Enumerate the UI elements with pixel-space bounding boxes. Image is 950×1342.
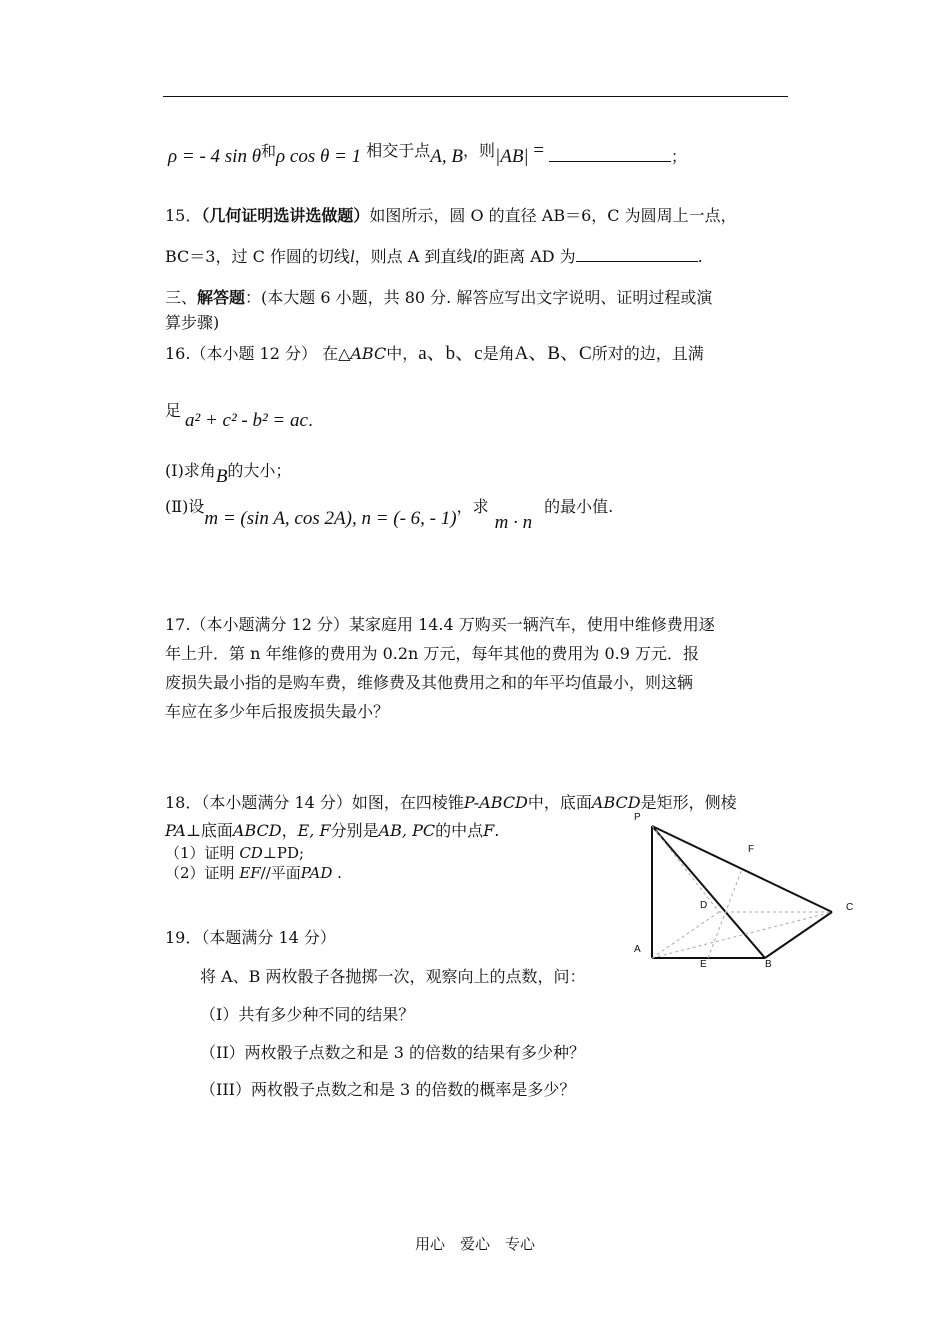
q17-line4: 车应在多少年后报废损失最小？ <box>165 702 390 721</box>
q16-vectors: m = (sin A, cos 2A), n = (- 6, - 1) <box>204 508 457 529</box>
q18-part1: （1）证明 CD⊥PD; <box>165 844 305 862</box>
label-C: C <box>846 902 854 913</box>
q15-line2: BC＝3，过 C 作圆的切线l，则点 A 到直线l的距离 AD 为 . <box>165 247 703 266</box>
q17-line3: 废损失最小指的是购车费，维修费及其他费用之和的年平均值最小，则这辆 <box>165 673 694 692</box>
q16-dot-product: m · n <box>494 512 533 533</box>
label-D: D <box>700 900 708 911</box>
edge-BC <box>765 912 832 958</box>
segment-EF <box>708 869 742 958</box>
q19-part3: （III）两枚骰子点数之和是 3 的倍数的概率是多少？ <box>200 1080 576 1099</box>
q18-part2: （2）证明 EF//平面PAD . <box>165 864 342 882</box>
q19-title: 19．（本题满分 14 分） <box>165 928 336 947</box>
q16-part2: (Ⅱ)设m = (sin A, cos 2A), n = (- 6, - 1)，求m · n的最小值. <box>165 497 614 533</box>
q16-part1: (Ⅰ)求角B的大小； <box>165 461 292 487</box>
q15-answer-blank <box>576 261 698 262</box>
q18-line1: 18．（本小题满分 14 分）如图，在四棱锥P-ABCD中，底面ABCD是矩形，侧棱 <box>165 793 737 812</box>
label-A: A <box>634 944 641 955</box>
q14-line: ρ = - 4 sin θ和ρ cos θ = 1 相交于点A, B，则|AB| = ； <box>168 140 687 167</box>
q14-abs-ab: |AB| <box>495 146 529 167</box>
section3-line2: 算步骤) <box>165 313 220 332</box>
section3-title: 解答题 <box>197 288 246 307</box>
section3-heading: 三、解答题：(本大题 6 小题，共 80 分. 解答应写出文字说明、证明过程或演 <box>165 288 713 307</box>
q15-line1: 15．（几何证明选讲选做题）如图所示，圆 O 的直径 AB＝6，C 为圆周上一点， <box>165 206 737 225</box>
q17-line2: 年上升．第 n 年维修的费用为 0.2n 万元，每年其他的费用为 0.9 万元．报 <box>165 644 700 663</box>
q14-eq2: ρ cos θ = 1 <box>276 146 362 167</box>
q19-part2: （II）两枚骰子点数之和是 3 的倍数的结果有多少种？ <box>200 1043 585 1062</box>
label-B: B <box>765 959 772 968</box>
q16-line2: 足 <box>165 401 182 420</box>
header-rule <box>163 96 788 97</box>
q16-formula: a² + c² - b² = ac. <box>185 410 314 431</box>
label-E: E <box>700 959 707 968</box>
label-F: F <box>748 844 755 855</box>
edge-AD <box>652 912 719 958</box>
q14-eq1: ρ = - 4 sin θ <box>168 146 262 167</box>
q15-tag: （几何证明选讲选做题） <box>201 206 370 225</box>
q14-answer-blank <box>549 161 671 162</box>
q16-line1: 16.（本小题 12 分） 在△ABC中，a、b、c是角A、B、C所对的边，且满 <box>165 343 704 364</box>
q17-line1: 17.（本小题满分 12 分）某家庭用 14.4 万购买一辆汽车，使用中维修费用逐 <box>165 615 715 634</box>
page-footer: 用心 爱心 专心 <box>414 1235 535 1253</box>
q18-line2: PA⊥底面ABCD，E, F分别是AB, PC的中点F. <box>165 821 500 840</box>
pyramid-figure <box>620 808 870 968</box>
diagonal-AC <box>652 912 832 958</box>
q19-intro: 将 A、B 两枚骰子各抛掷一次，观察向上的点数，问： <box>200 967 586 986</box>
label-P: P <box>634 812 641 823</box>
q19-part1: （I）共有多少种不同的结果？ <box>200 1005 415 1024</box>
